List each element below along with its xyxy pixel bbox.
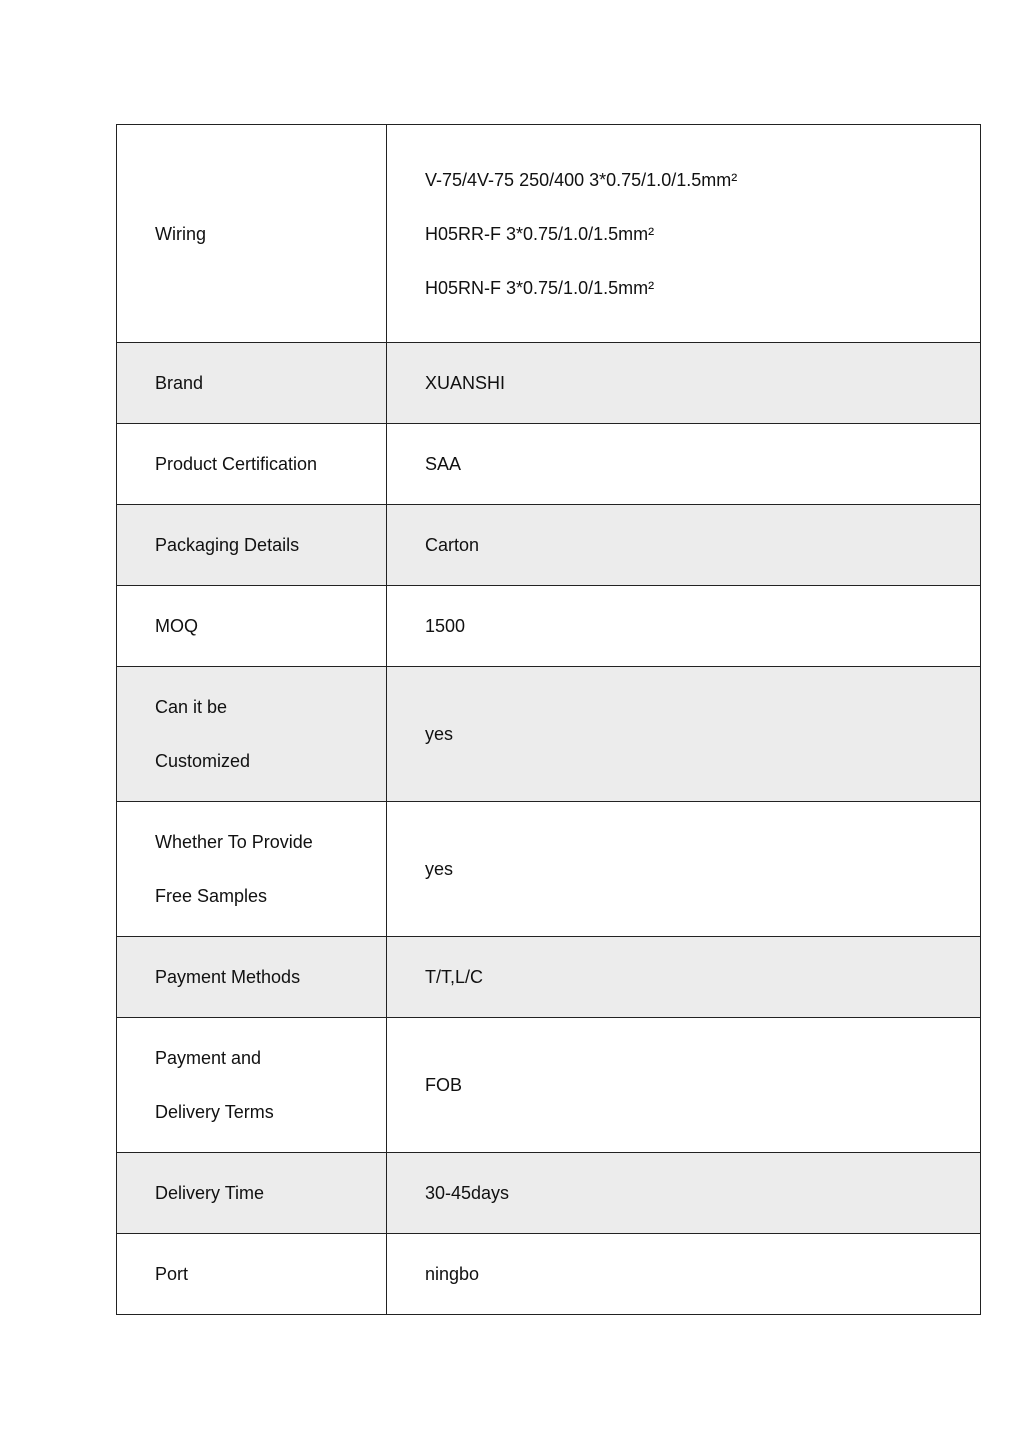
row-label: Packaging Details — [117, 505, 387, 586]
row-value: Carton — [387, 505, 981, 586]
table-row — [117, 802, 981, 937]
table-row — [117, 343, 981, 424]
row-label-line: Free Samples — [155, 886, 268, 906]
table-row — [117, 1234, 981, 1315]
row-value: XUANSHI — [387, 343, 981, 424]
row-value: T/T,L/C — [387, 937, 981, 1018]
table-row — [117, 424, 981, 505]
row-label-line: Can it be — [155, 697, 228, 717]
row-label: MOQ — [117, 586, 387, 667]
row-value: SAA — [387, 424, 981, 505]
row-value — [387, 125, 981, 343]
row-value: 30-45days — [387, 1153, 981, 1234]
wiring-spec-line: H05RR-F 3*0.75/1.0/1.5mm² — [425, 223, 655, 244]
row-label — [117, 1018, 387, 1153]
row-label: Port — [117, 1234, 387, 1315]
table-row — [117, 505, 981, 586]
table-row — [117, 667, 981, 802]
table-row — [117, 586, 981, 667]
row-label: Payment Methods — [117, 937, 387, 1018]
row-label — [117, 802, 387, 937]
row-label-line: Delivery Terms — [155, 1102, 274, 1122]
table-row — [117, 1153, 981, 1234]
wiring-spec-line: H05RN-F 3*0.75/1.0/1.5mm² — [425, 277, 655, 298]
row-label-line: Payment and — [155, 1048, 262, 1068]
table-row — [117, 1018, 981, 1153]
row-value: yes — [387, 667, 981, 802]
row-value: 1500 — [387, 586, 981, 667]
row-label-line: Customized — [155, 751, 251, 771]
row-label: Brand — [117, 343, 387, 424]
row-value: ningbo — [387, 1234, 981, 1315]
row-label: Wiring — [117, 125, 387, 343]
row-label: Product Certification — [117, 424, 387, 505]
row-label — [117, 667, 387, 802]
row-value: FOB — [387, 1018, 981, 1153]
row-value: yes — [387, 802, 981, 937]
wiring-spec-line: V-75/4V-75 250/400 3*0.75/1.0/1.5mm² — [425, 169, 738, 190]
row-label-line: Whether To Provide — [155, 832, 313, 852]
table-row — [117, 125, 981, 343]
table-row — [117, 937, 981, 1018]
spec-table — [116, 124, 981, 1315]
row-label: Delivery Time — [117, 1153, 387, 1234]
